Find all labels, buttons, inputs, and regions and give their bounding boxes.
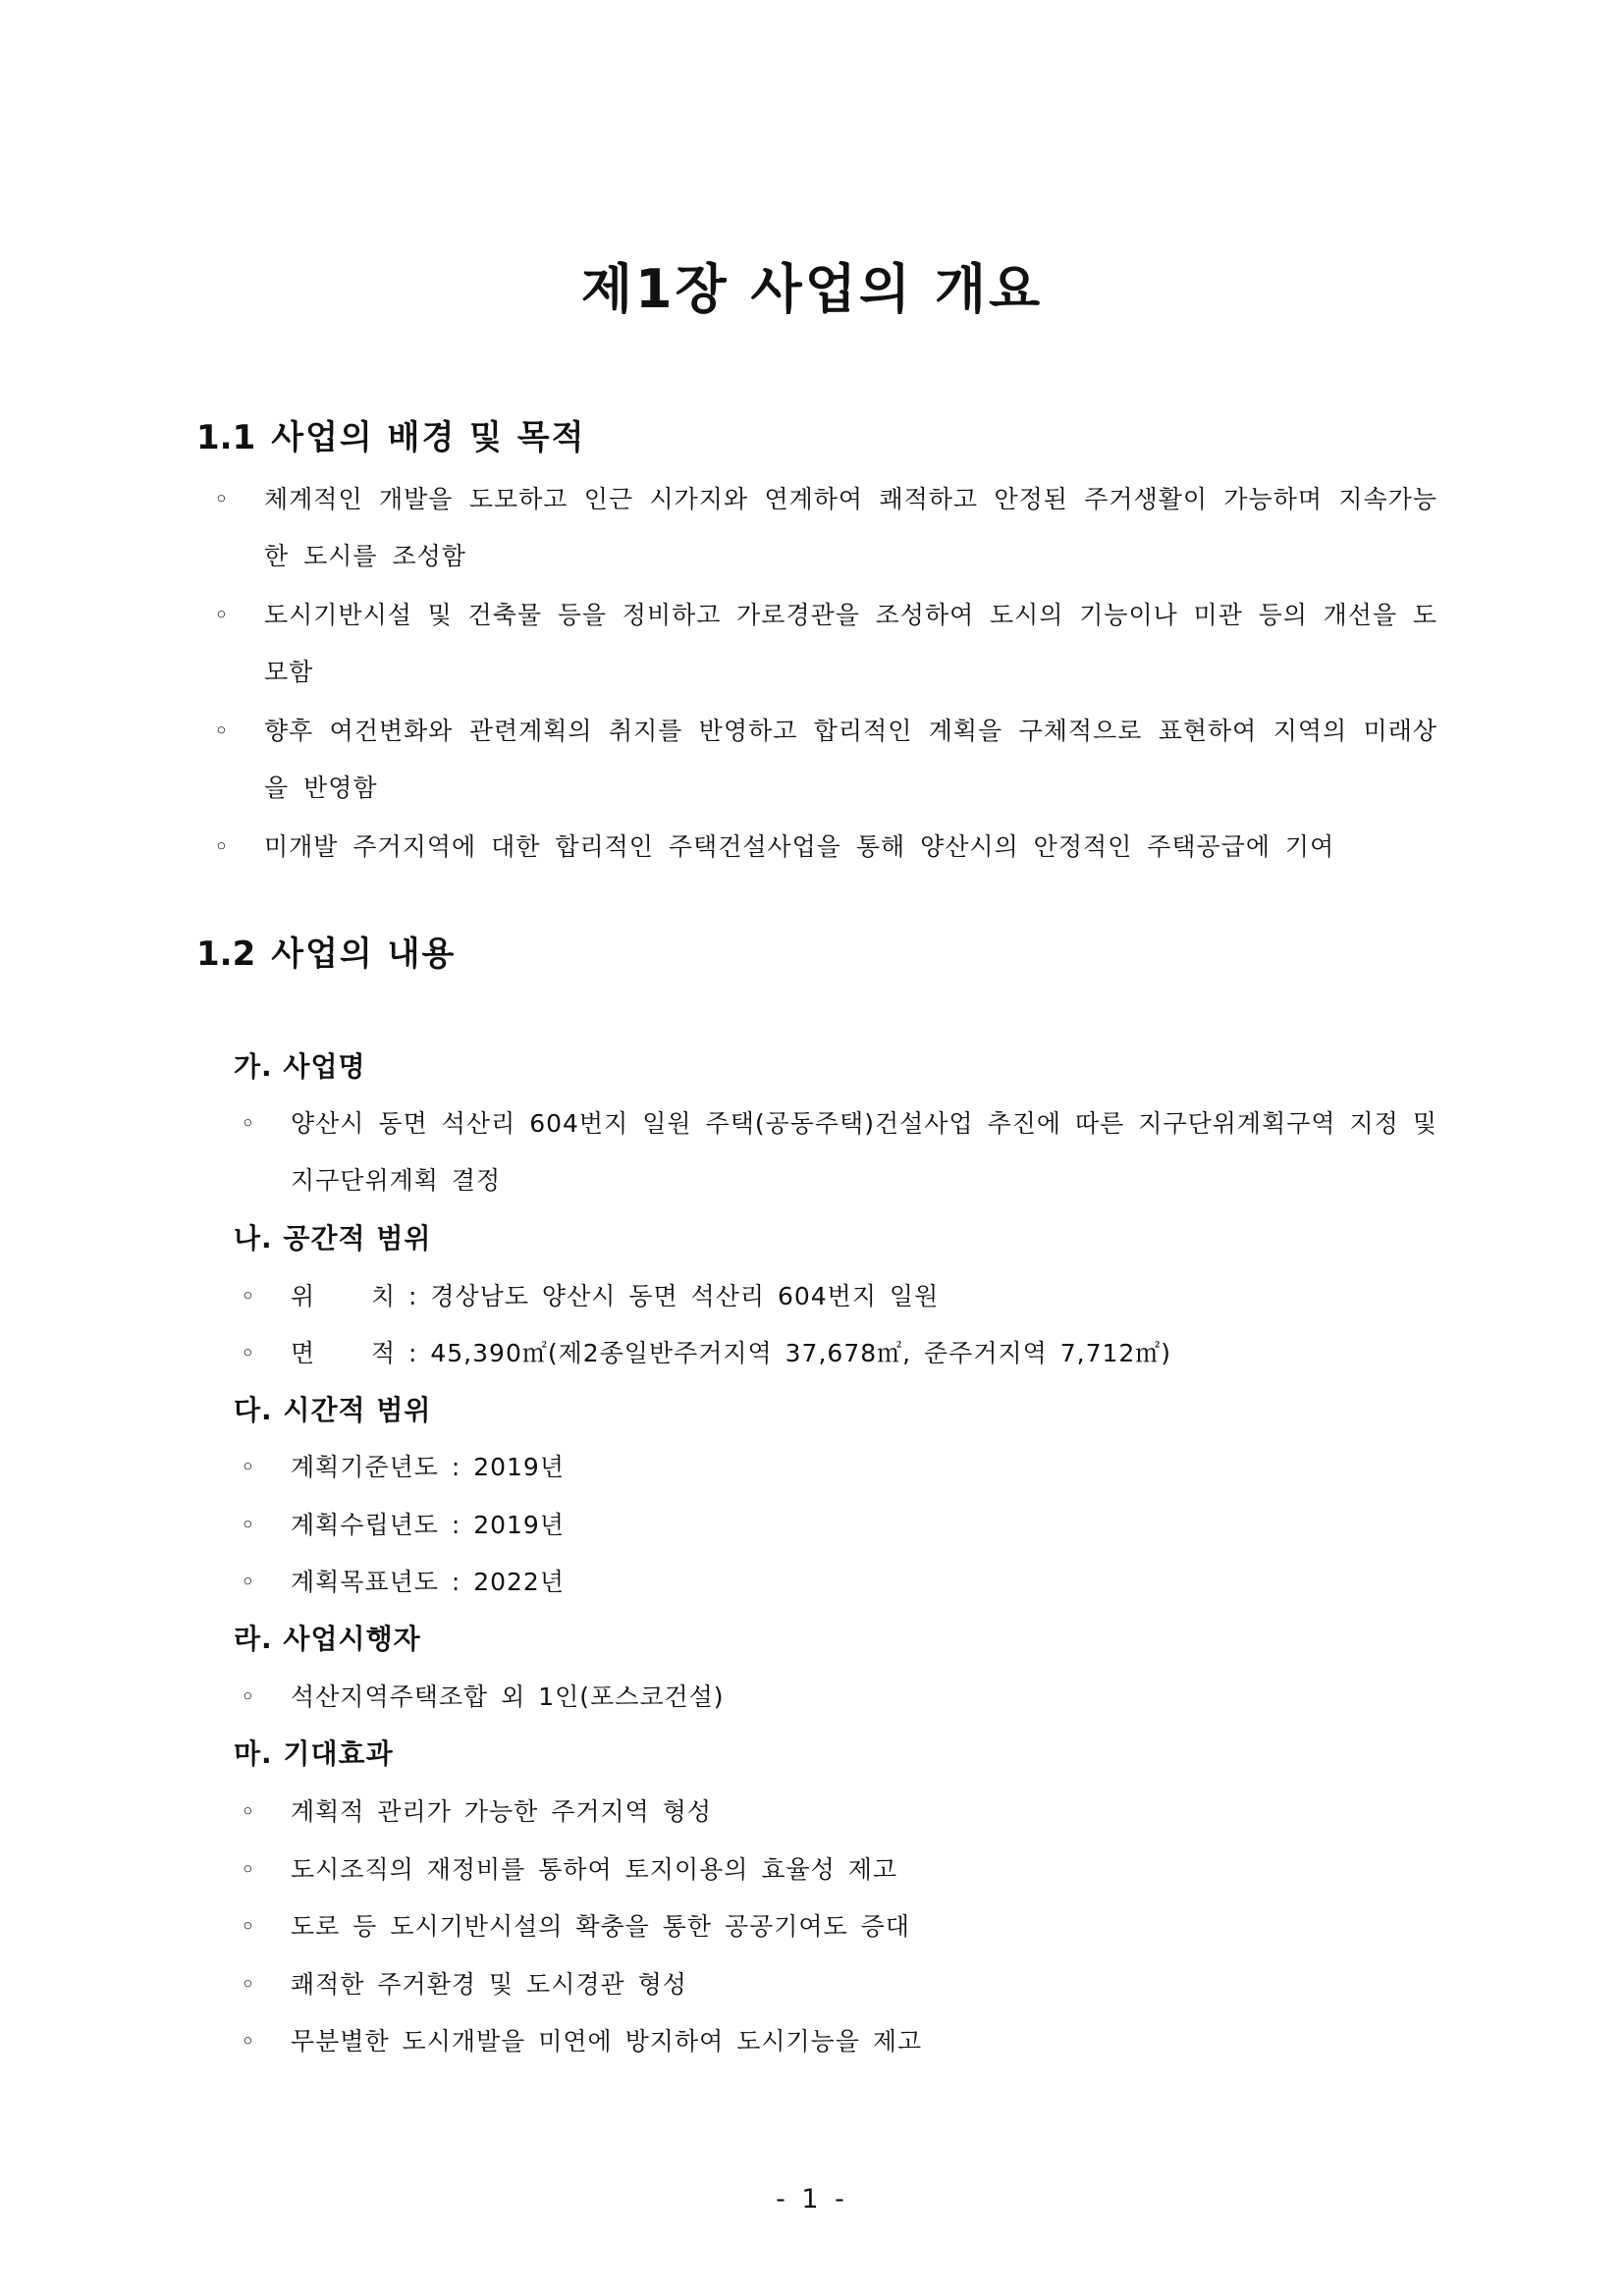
list-item-text: 체계적인 개발을 도모하고 인근 시가지와 연계하여 쾌적하고 안정된 주거생활이 가능하며 지속가능한 도시를 조성함	[264, 485, 1437, 570]
list-item-text: 석산지역주택조합 외 1인(포스코건설)	[291, 1682, 725, 1711]
list-item	[241, 1554, 1437, 1611]
bullet-icon: ◦	[241, 1109, 255, 1138]
list-item	[241, 1784, 1437, 1841]
list-item-text: 쾌적한 주거환경 및 도시경관 형성	[291, 1970, 687, 1999]
bullet-icon: ◦	[214, 601, 229, 629]
bullet-icon: ◦	[241, 1511, 255, 1539]
bullet-icon: ◦	[214, 832, 229, 861]
list-item	[241, 1956, 1437, 2013]
list-item	[214, 471, 1437, 585]
list-item-text: 무분별한 도시개발을 미연에 방지하여 도시기능을 제고	[291, 2027, 923, 2056]
bullet-icon: ◦	[241, 1855, 255, 1884]
list-item	[241, 1268, 1437, 1325]
list-item-text: 도시기반시설 및 건축물 등을 정비하고 가로경관을 조성하여 도시의 기능이나 미관 등의 개선을 도모함	[264, 601, 1437, 686]
list-item	[241, 1669, 1437, 1726]
list-item-text	[291, 1325, 1437, 1382]
list-item	[241, 1325, 1437, 1382]
list-item	[241, 2013, 1437, 2070]
list-item-text: 계획기준년도 : 2019년	[291, 1453, 565, 1481]
list-item	[241, 1842, 1437, 1898]
section-title-1-1	[196, 410, 586, 458]
list-item-text: 향후 여건변화와 관련계획의 취지를 반영하고 합리적인 계획을 구체적으로 표현하여 지역의 미래상을 반영함	[264, 717, 1437, 802]
bullet-icon: ◦	[214, 485, 229, 513]
subsection-heading-da: 다. 시간적 범위	[234, 1394, 432, 1426]
location-label-2: 치	[371, 1282, 397, 1310]
bullet-icon: ◦	[241, 1339, 255, 1367]
list-item-text: 계획적 관리가 가능한 주거지역 형성	[291, 1797, 713, 1826]
bullet-icon: ◦	[241, 1453, 255, 1481]
section-title-text: 사업의 배경 및 목적	[271, 418, 586, 457]
list-item-text: 도로 등 도시기반시설의 확충을 통한 공공기여도 증대	[291, 1912, 910, 1941]
list-item-text: 계획목표년도 : 2022년	[291, 1568, 565, 1596]
subsection-heading-na: 나. 공간적 범위	[234, 1222, 432, 1255]
location-label-1: 위	[291, 1282, 316, 1310]
list-item	[241, 1439, 1437, 1496]
area-label-2: 적	[371, 1339, 397, 1367]
list-item	[241, 1898, 1437, 1955]
list-item-text: 양산시 동면 석산리 604번지 일원 주택(공동주택)건설사업 추진에 따른 지구단위계획구역 지정 및 지구단위계획 결정	[291, 1109, 1437, 1195]
bullet-icon: ◦	[214, 717, 229, 745]
page-number: - 1 -	[776, 2184, 848, 2215]
bullet-icon: ◦	[241, 1912, 255, 1941]
list-item-text: 계획수립년도 : 2019년	[291, 1511, 565, 1539]
list-item-text: 미개발 주거지역에 대한 합리적인 주택건설사업을 통해 양산시의 안정적인 주택공급에 기여	[264, 832, 1335, 861]
list-item	[214, 819, 1437, 876]
list-item	[241, 1095, 1437, 1209]
bullet-icon: ◦	[241, 1282, 255, 1310]
subsection-heading-ga: 가. 사업명	[234, 1050, 366, 1083]
list-item	[241, 1497, 1437, 1554]
bullet-icon: ◦	[241, 1682, 255, 1711]
list-item-text	[291, 1268, 1437, 1325]
section-number: 1.2	[196, 934, 256, 974]
list-item	[214, 587, 1437, 701]
subsection-heading-ma: 마. 기대효과	[234, 1737, 394, 1770]
location-value: : 경상남도 양산시 동면 석산리 604번지 일원	[408, 1282, 940, 1310]
bullet-icon: ◦	[241, 2027, 255, 2056]
section-title-1-2	[196, 927, 456, 975]
section-title-text: 사업의 내용	[271, 934, 457, 974]
bullet-icon: ◦	[241, 1568, 255, 1596]
bullet-icon: ◦	[241, 1970, 255, 1999]
area-label-1: 면	[291, 1339, 316, 1367]
area-value: : 45,390㎡(제2종일반주거지역 37,678㎡, 준주거지역 7,712㎡)	[408, 1339, 1172, 1367]
list-item	[214, 703, 1437, 817]
chapter-title: 제1장 사업의 개요	[580, 258, 1044, 320]
section-number: 1.1	[196, 418, 256, 457]
bullet-icon: ◦	[241, 1797, 255, 1826]
subsection-heading-ra: 라. 사업시행자	[234, 1623, 421, 1655]
list-item-text: 도시조직의 재정비를 통하여 토지이용의 효율성 제고	[291, 1855, 898, 1884]
